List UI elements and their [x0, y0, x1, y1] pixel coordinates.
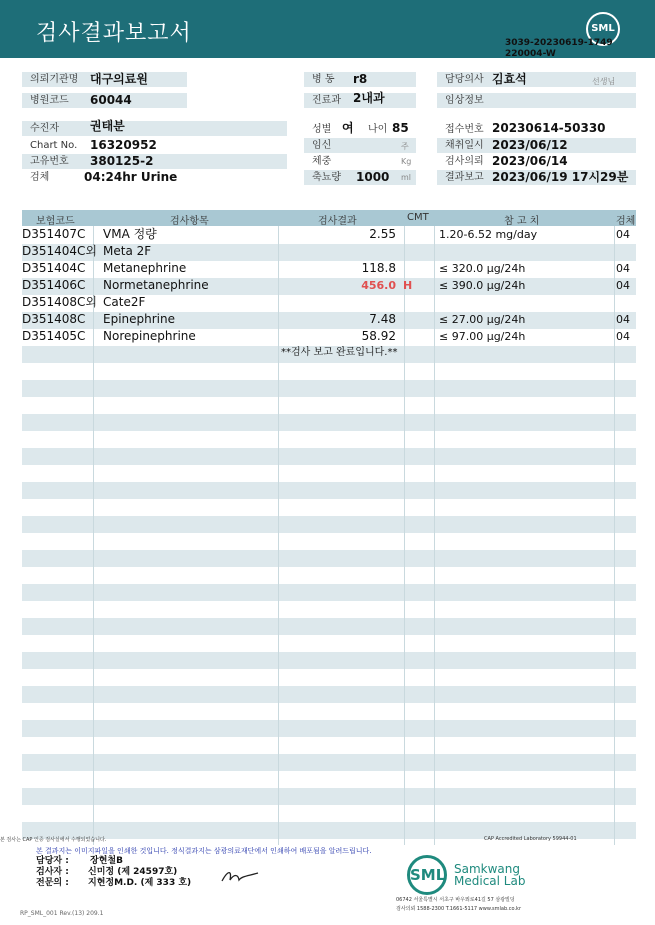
table-stripe: [22, 380, 636, 397]
urine-unit: ml: [401, 173, 412, 182]
lab-name: Samkwang Medical Lab: [454, 862, 526, 888]
sml-logo-icon: SML: [586, 12, 620, 46]
report-label: 결과보고: [437, 170, 636, 185]
doctor-value: 김효석: [492, 72, 527, 86]
table-row: D351407C VMA 정량 2.55 1.20-6.52 mg/day 04: [22, 227, 630, 241]
sex-value: 여: [342, 121, 354, 135]
table-row: D351405C Norepinephrine 58.92 ≤ 97.00 μg/24h 04: [22, 329, 630, 343]
pregnancy-unit: 주: [401, 142, 409, 151]
table-stripe: [22, 448, 636, 465]
signature-icon: [220, 868, 260, 884]
table-stripe: [22, 618, 636, 635]
table-row: D351404C외 Meta 2F: [22, 244, 152, 258]
header-specimen: 검체: [616, 216, 636, 227]
table-stripe: [22, 482, 636, 499]
weight-unit: Kg: [401, 157, 412, 166]
table-row: D351404C Metanephrine 118.8 ≤ 320.0 μg/24h 04: [22, 261, 630, 275]
urine-value: 1000: [356, 170, 390, 184]
weight-label: 체중: [312, 156, 332, 167]
table-row: D351408C외 Cate2F: [22, 295, 146, 309]
table-stripe: [22, 720, 636, 737]
ward-label: 병 동: [304, 72, 416, 87]
request-value: 2023/06/14: [492, 154, 568, 168]
receipt-value: 20230614-50330: [492, 121, 606, 135]
header-code: 보험코드: [36, 216, 75, 227]
pregnancy-label: 임신: [304, 138, 416, 153]
cap-accreditation: CAP Accredited Laboratory 59944-01: [484, 836, 577, 842]
institution-value: 대구의료원: [90, 72, 148, 86]
sex-label: 성별: [312, 124, 332, 135]
hospital-code-label: 병원코드: [22, 93, 187, 108]
form-id: RP_SML_001 Rev.(13) 209.1: [20, 910, 104, 917]
complete-message-row: [22, 344, 636, 361]
institution-label: 의뢰기관명: [22, 72, 187, 87]
id-value: 380125-2: [90, 154, 154, 168]
table-stripe: [22, 652, 636, 669]
table-stripe: [22, 550, 636, 567]
results-table: [22, 210, 636, 226]
receipt-label: 접수번호: [445, 124, 484, 135]
age-label: 나이: [368, 124, 388, 135]
header-cmt: CMT: [407, 212, 429, 223]
table-row: D351408C Epinephrine 7.48 ≤ 27.00 μg/24h 04: [22, 312, 630, 326]
lab-address: 06742 서울특별시 서초구 바우뫼로41길 57 삼광빌딩: [396, 897, 515, 903]
page-title: 검사결과보고서: [36, 21, 192, 46]
table-stripe: [22, 788, 636, 805]
tester-line: 검사자 : 신미정 (제 24597호): [36, 867, 178, 877]
chart-label: Chart No.: [30, 140, 78, 151]
table-header: [22, 210, 636, 226]
table-stripe: [22, 516, 636, 533]
request-label: 검사의뢰: [445, 156, 484, 167]
barcode-number: 3039-20230619-1749 220004-W: [505, 38, 613, 59]
ward-value: r8: [353, 72, 368, 86]
id-label: 고유번호: [22, 154, 287, 169]
header-item: 검사항목: [170, 216, 209, 227]
lab-cert-note: 본 검사는 CAP 인증 검사실에서 수행되었습니다.: [0, 837, 107, 843]
header-result: 검사결과: [318, 216, 357, 227]
hospital-code-value: 60044: [90, 93, 132, 107]
table-stripe: [22, 754, 636, 771]
age-value: 85: [392, 121, 409, 135]
chart-value: 16320952: [90, 138, 157, 152]
complete-message: **검사 보고 완료입니다.**: [281, 347, 398, 358]
specimen-value: 04:24hr Urine: [84, 170, 178, 184]
table-row: D351406C Normetanephrine 456.0 H ≤ 390.0 μg/24h 04: [22, 278, 630, 292]
clinical-label: 임상정보: [437, 93, 636, 108]
high-flag: H: [403, 279, 413, 292]
reporter-line: 담당자 : 장현철B: [36, 856, 123, 866]
collect-label: 채취일시: [437, 138, 636, 153]
lab-contact: 검사의뢰 1588-2300 T.1661-5117 www.smlab.co.kr: [396, 906, 521, 912]
print-notice: 본 결과지는 이미지파일을 인쇄한 것입니다. 정식결과지는 삼광의료재단에서 인쇄하여 배포됨을 알려드립니다.: [36, 847, 372, 855]
specimen-label: 검체: [30, 172, 50, 183]
table-stripe: [22, 686, 636, 703]
report-value: 2023/06/19 17시29분: [492, 170, 629, 184]
specialist-line: 전문의 : 지현정M.D. (제 333 호): [36, 878, 192, 888]
table-stripe: [22, 584, 636, 601]
urine-label: 축뇨량: [304, 170, 416, 185]
doctor-label: 담당의사: [437, 72, 636, 87]
dept-label: 진료과: [304, 93, 416, 108]
doctor-suffix: 선생님: [592, 77, 616, 86]
abnormal-result: 456.0: [361, 279, 396, 292]
table-stripe: [22, 414, 636, 431]
dept-value: 2내과: [353, 91, 385, 105]
header-ref: 참 고 치: [504, 216, 540, 227]
collect-value: 2023/06/12: [492, 138, 568, 152]
sml-lab-logo-icon: SML: [407, 855, 447, 895]
patient-label: 수진자: [22, 121, 287, 136]
patient-value: 권태분: [90, 119, 125, 133]
